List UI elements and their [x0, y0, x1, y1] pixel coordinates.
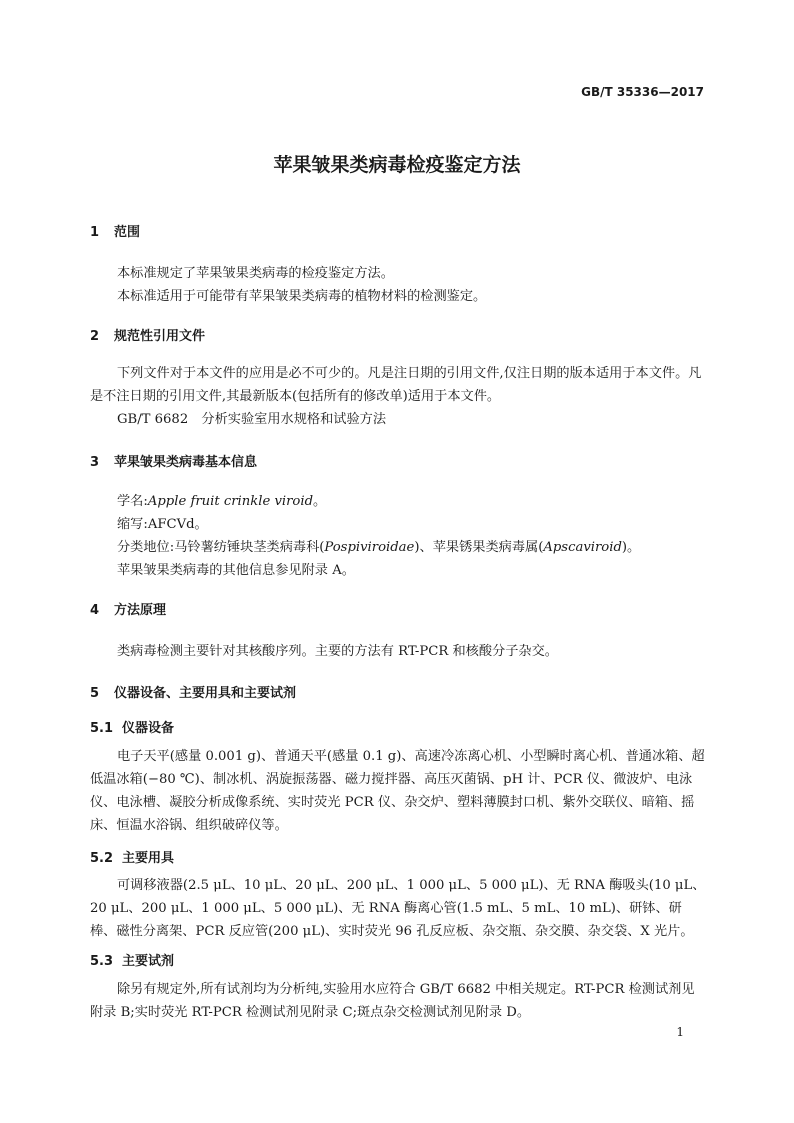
section-5-2-heading — [90, 847, 174, 866]
subsection-title: 主要试剂 — [122, 954, 175, 969]
subsection-number: 5.2 — [90, 851, 114, 866]
section-3-heading — [90, 451, 257, 470]
subsection-number: 5.1 — [90, 721, 114, 736]
section-5-3-paragraph: 除另有规定外,所有试剂均为分析纯,实验用水应符合 GB/T 6682 中相关规定。RT-PCR 检测试剂见附录 B;实时荧光 RT-PCR 检测试剂见附录 C;斑点杂交检测试剂见附录 D。 — [90, 982, 695, 1020]
normative-reference: GB/T 6682 分析实验室用水规格和试验方法 — [117, 412, 387, 427]
scientific-name-label: 学名: — [117, 494, 148, 509]
section-5-3-heading — [90, 950, 174, 969]
scientific-name-line — [117, 490, 326, 509]
taxonomy-line — [117, 536, 640, 555]
section-5-2-paragraph: 可调移液器(2.5 μL、10 μL、20 μL、200 μL、1 000 μL、5 000 μL)、无 RNA 酶吸头(10 μL、20 μL、200 μL、1 000 μL、5 000 μL)、无 RNA 酶离心管(1.5 mL、5 mL、10 mL)、研钵、研棒、磁性分离架、PCR 反应管(200 μL)、实时荧光 96 孔反应板、杂交瓶、杂交膜、杂交袋、X 光片。 — [90, 878, 706, 939]
section-title: 仪器设备、主要用具和主要试剂 — [114, 686, 297, 701]
section-2-paragraph: 下列文件对于本文件的应用是必不可少的。凡是注日期的引用文件,仅注日期的版本适用于本文件。凡是不注日期的引用文件,其最新版本(包括所有的修改单)适用于本文件。 — [90, 366, 702, 404]
subsection-number: 5.3 — [90, 954, 114, 969]
section-number: 5 — [90, 686, 100, 701]
subsection-title: 仪器设备 — [122, 721, 175, 736]
section-title: 范围 — [114, 225, 141, 240]
section-title: 苹果皱果类病毒基本信息 — [114, 455, 258, 470]
genus-name: Apscaviroid — [543, 540, 622, 555]
document-title: 苹果皱果类病毒检疫鉴定方法 — [273, 154, 521, 176]
punctuation: 。 — [313, 494, 327, 509]
section-5-1-heading — [90, 717, 174, 736]
taxonomy-text: 分类地位:马铃薯纺锤块茎类病毒科( — [117, 540, 325, 555]
section-number: 1 — [90, 225, 100, 240]
section-4-heading — [90, 599, 166, 618]
subsection-title: 主要用具 — [122, 851, 175, 866]
abbreviation-line: 缩写:AFCVd。 — [117, 517, 208, 532]
taxonomy-text: )、苹果锈果类病毒属( — [414, 540, 544, 555]
section-title: 规范性引用文件 — [114, 329, 206, 344]
page-number: 1 — [676, 1025, 684, 1039]
section-1-line-2: 本标准适用于可能带有苹果皱果类病毒的植物材料的检测鉴定。 — [117, 289, 487, 304]
section-1-heading — [90, 221, 140, 240]
other-info-line: 苹果皱果类病毒的其他信息参见附录 A。 — [117, 563, 355, 578]
taxonomy-text: )。 — [621, 540, 641, 555]
section-5-1-paragraph: 电子天平(感量 0.001 g)、普通天平(感量 0.1 g)、高速冷冻离心机、小型瞬时离心机、普通冰箱、超低温冰箱(−80 ℃)、制冰机、涡旋振荡器、磁力搅拌器、高压灭菌锅、pH 计、PCR 仪、微波炉、电泳仪、电泳槽、凝胶分析成像系统、实时荧光 PCR 仪、杂交炉、塑料薄膜封口机、紫外交联仪、暗箱、摇床、恒温水浴锅、组织破碎仪等。 — [90, 749, 705, 833]
section-5-heading — [90, 682, 296, 701]
standard-code: GB/T 35336—2017 — [581, 85, 704, 99]
section-2-heading — [90, 325, 205, 344]
family-name: Pospiviroidae — [324, 540, 415, 555]
section-1-line-1: 本标准规定了苹果皱果类病毒的检疫鉴定方法。 — [117, 266, 394, 281]
section-number: 4 — [90, 603, 100, 618]
section-4-paragraph: 类病毒检测主要针对其核酸序列。主要的方法有 RT-PCR 和核酸分子杂交。 — [117, 644, 558, 659]
scientific-name: Apple fruit crinkle viroid — [147, 494, 314, 509]
section-number: 3 — [90, 455, 100, 470]
section-title: 方法原理 — [114, 603, 167, 618]
section-number: 2 — [90, 329, 100, 344]
